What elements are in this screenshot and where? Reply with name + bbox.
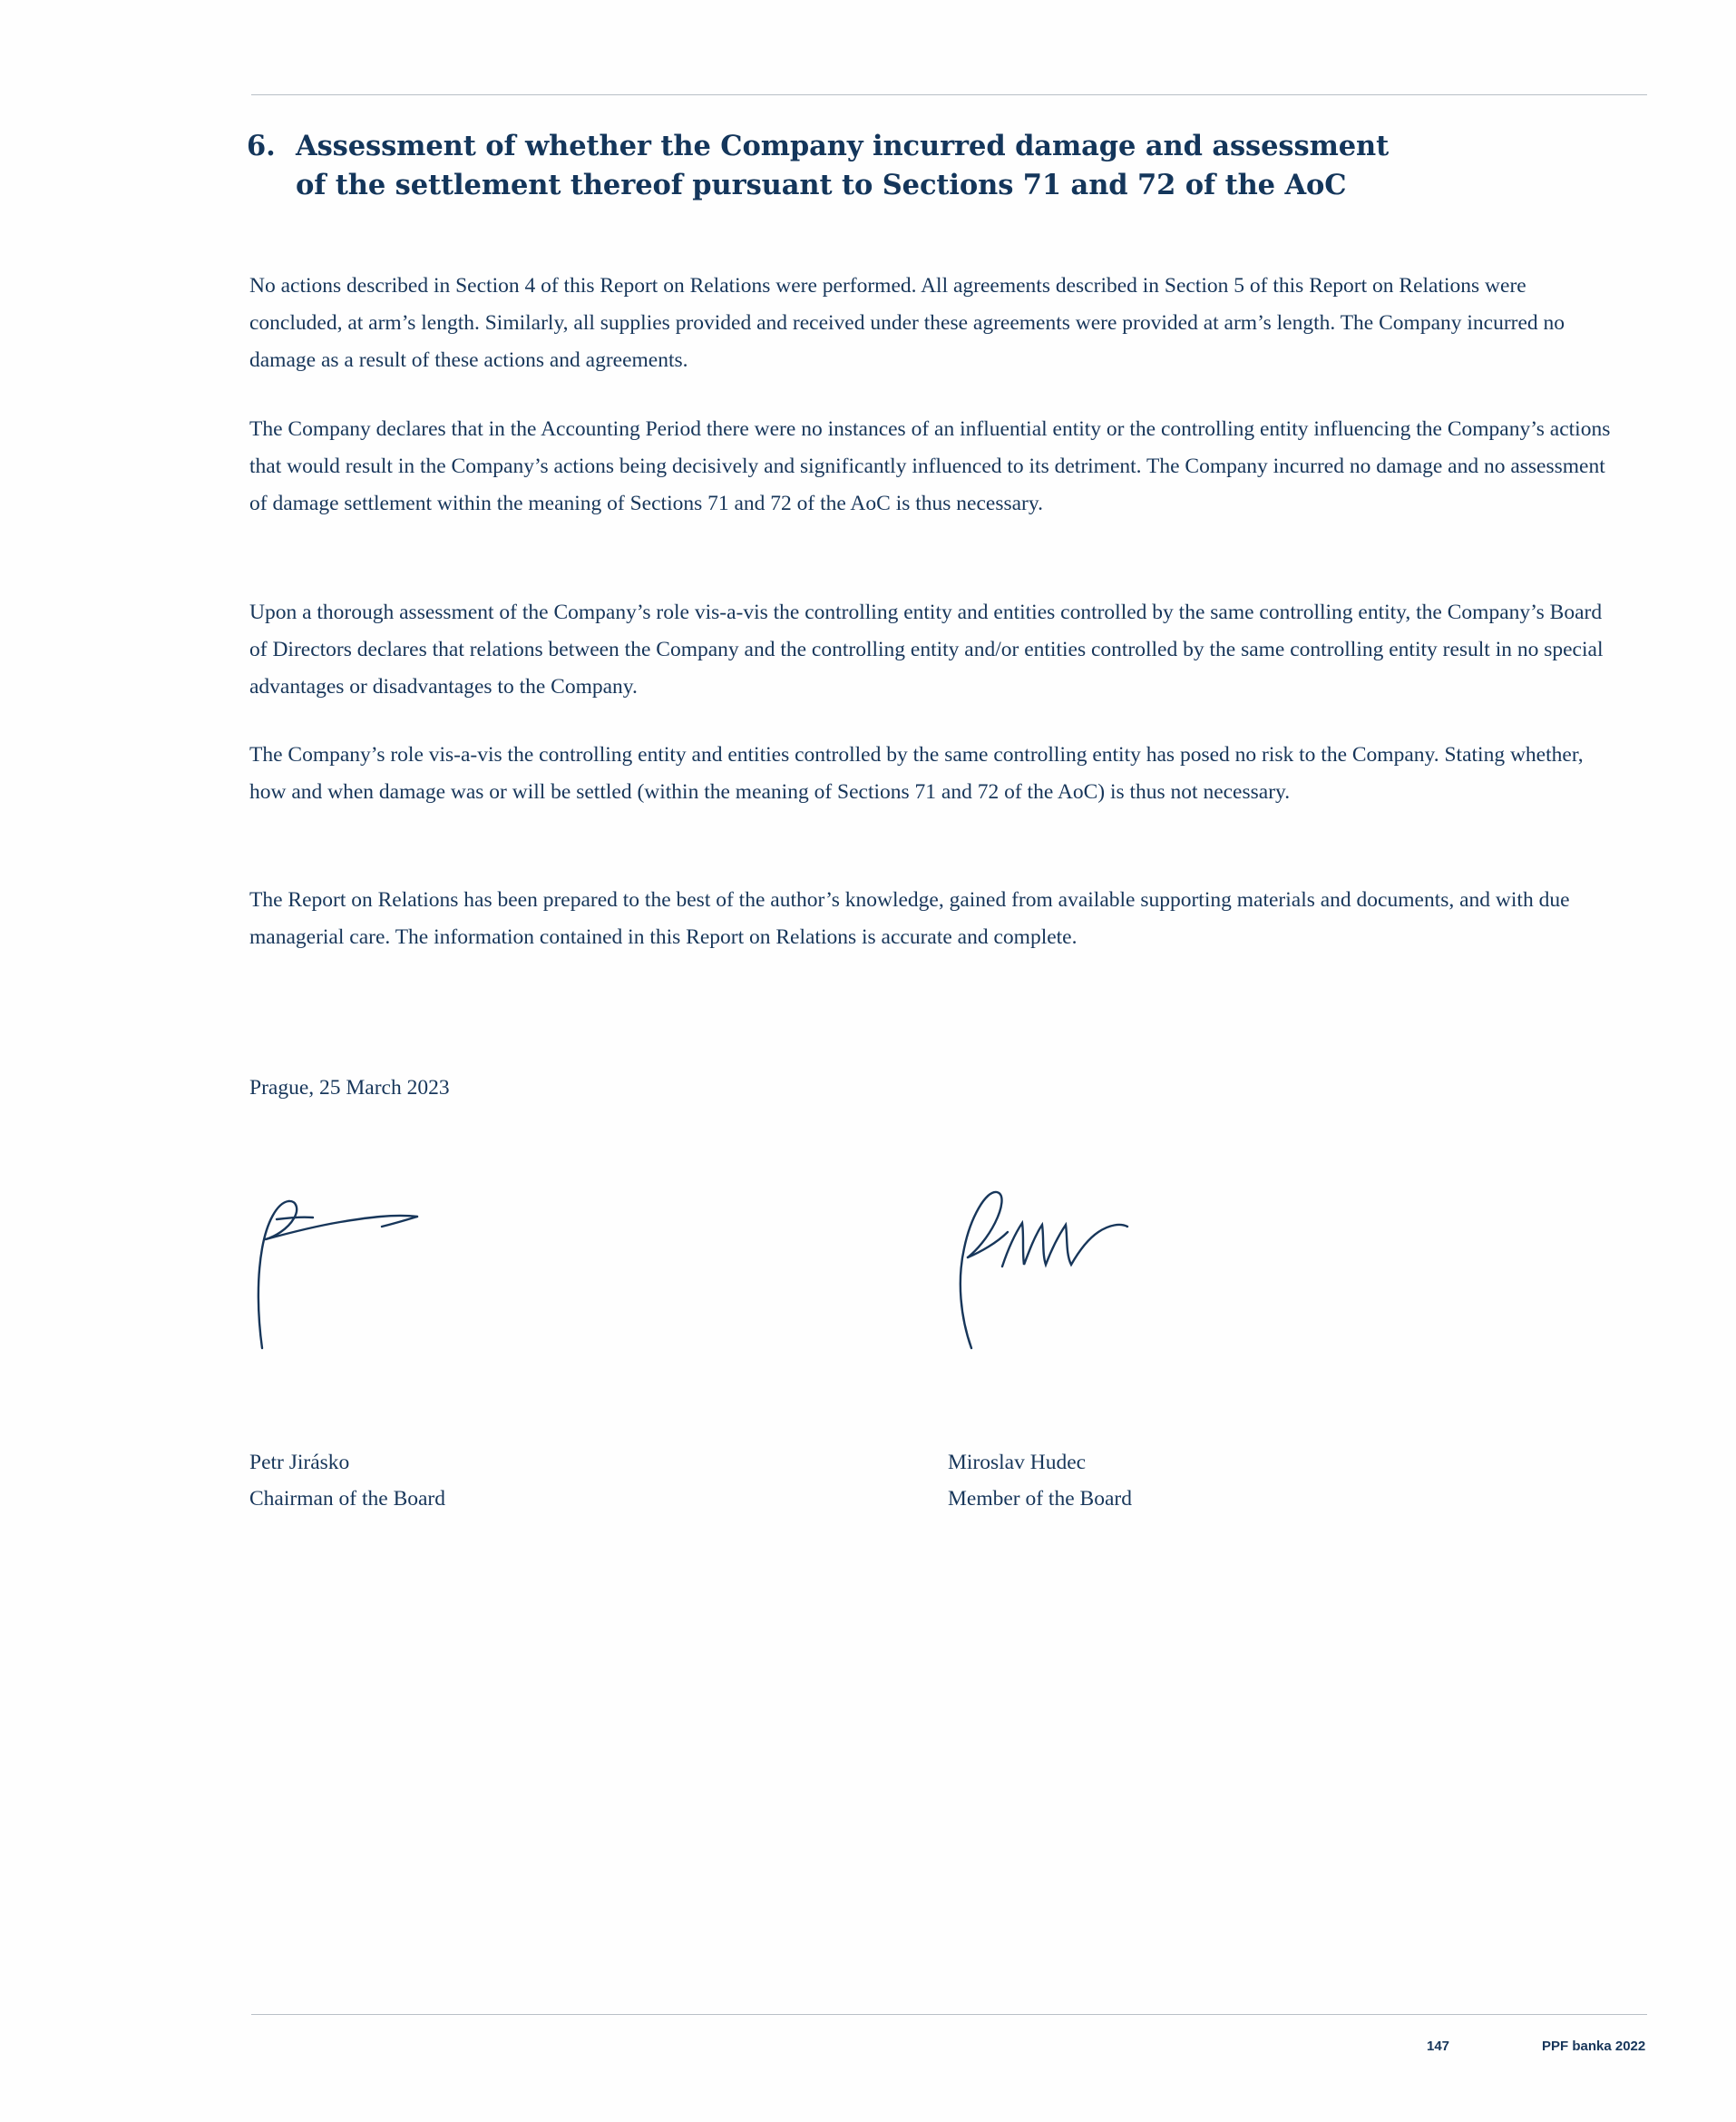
section-title-line-1: Assessment of whether the Company incurred damage and assessment: [296, 130, 1390, 162]
section-number: 6.: [247, 130, 276, 162]
signatory-1-name: Petr Jirásko: [249, 1451, 350, 1474]
paragraph-5: The Report on Relations has been prepared to the best of the author’s knowledge, gained from available supporting materials and documents, and with due managerial care. The information contained in this Report on Relations is accurate and complete.: [249, 888, 1570, 949]
footer-divider: [251, 2014, 1647, 2015]
handwritten-signature-icon: [249, 1179, 485, 1352]
handwritten-signature-icon: [948, 1179, 1220, 1352]
signatory-1-title: Chairman of the Board: [249, 1487, 446, 1511]
signatory-2: [948, 1444, 1132, 1517]
signature-block-member: [948, 1179, 1220, 1356]
signatory-2-name: Miroslav Hudec: [948, 1451, 1087, 1474]
footer-page-number: 147: [1427, 2039, 1450, 2054]
place-and-date: Prague, 25 March 2023: [249, 1076, 450, 1100]
header-divider: [251, 94, 1647, 95]
signatory-2-title: Member of the Board: [948, 1487, 1132, 1511]
paragraph-2: The Company declares that in the Accounting Period there were no instances of an influential entity or the controlling entity influencing the Company’s actions that would result in the Company’s actions being decisively and significantly influenced to its detriment. The Company incurred no damage and no assessment of damage settlement within the meaning of Sections 71 and 72 of the AoC is thus necessary.: [249, 417, 1611, 515]
signature-block-chairman: [249, 1179, 485, 1356]
paragraph-3: Upon a thorough assessment of the Company’s role vis-a-vis the controlling entity and entities controlled by the same controlling entity, the Company’s Board of Directors declares that relations between the Company and the controlling entity and/or entities controlled by the same controlling entity result in no special advantages or disadvantages to the Company.: [249, 601, 1604, 699]
page-title: [247, 127, 1607, 206]
paragraph-4: The Company’s role vis-a-vis the controlling entity and entities controlled by the same controlling entity has posed no risk to the Company. Stating whether, how and when damage was or will be settled (within the meaning of Sections 71 and 72 of the AoC) is thus not necessary.: [249, 743, 1584, 804]
signatory-1: [249, 1444, 445, 1517]
section-title-line-2: of the settlement thereof pursuant to Sections 71 and 72 of the AoC: [296, 169, 1347, 202]
footer-label: PPF banka 2022: [1542, 2039, 1646, 2054]
paragraph-1: No actions described in Section 4 of this Report on Relations were performed. All agreements described in Section 5 of this Report on Relations were concluded, at arm’s length. Similarly, all supplies provided and received under these agreements were provided at arm’s length. The Company incurred no damage as a result of these actions and agreements.: [249, 274, 1565, 372]
signature-area: [249, 1179, 1619, 1452]
